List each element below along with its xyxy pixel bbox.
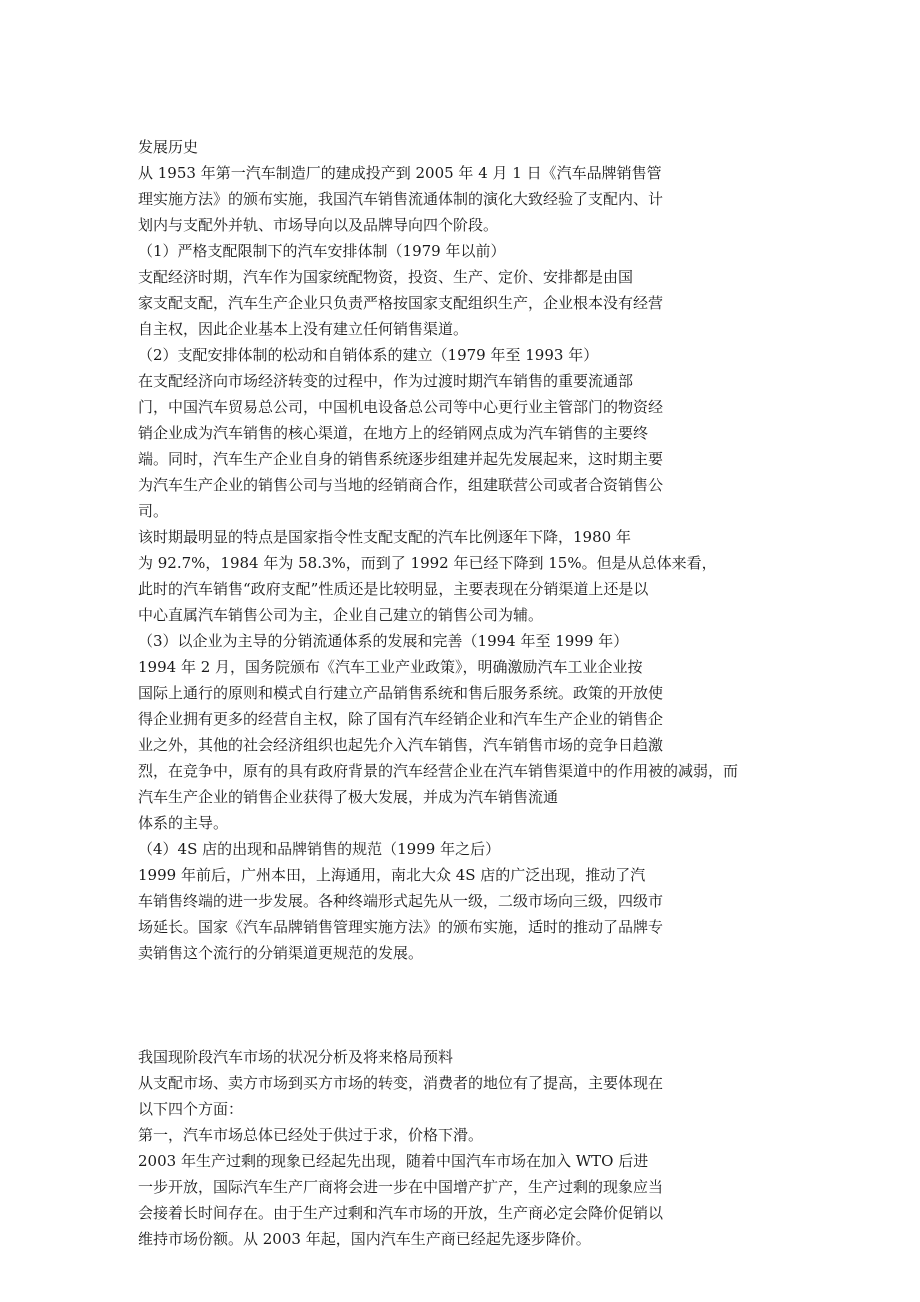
paragraph-line: 中心直属汽车销售公司为主，企业自己建立的销售公司为辅。 (138, 606, 544, 624)
document-body (138, 134, 788, 1252)
paragraph-line: 卖销售这个流行的分销渠道更规范的发展。 (138, 944, 424, 962)
paragraph-line: 门，中国汽车贸易总公司，中国机电设备总公司等中心更行业主管部门的物资经 (138, 398, 664, 416)
paragraph-line: 从 1953 年第一汽车制造厂的建成投产到 2005 年 4 月 1 日《汽车品牌销售管 (138, 164, 662, 182)
paragraph-line: 场延长。国家《汽车品牌销售管理实施方法》的颁布实施，适时的推动了品牌专 (138, 918, 664, 936)
paragraph-line: 一步开放，国际汽车生产厂商将会进一步在中国增产扩产，生产过剩的现象应当 (138, 1178, 664, 1196)
paragraph-line: 会接着长时间存在。由于生产过剩和汽车市场的开放，生产商必定会降价促销以 (138, 1204, 664, 1222)
paragraph-line: 烈，在竞争中，原有的具有政府背景的汽车经营企业在汽车销售渠道中的作用被的减弱，而 (138, 762, 739, 780)
paragraph-line: 为 92.7%，1984 年为 58.3%，而到了 1992 年已经下降到 15%。但是从总体来看， (138, 554, 717, 572)
paragraph-line: 自主权，因此企业基本上没有建立任何销售渠道。 (138, 320, 469, 338)
section-heading: 发展历史 (138, 138, 199, 156)
paragraph-line: 销企业成为汽车销售的核心渠道，在地方上的经销网点成为汽车销售的主要终 (138, 424, 649, 442)
paragraph-line: 体系的主导。 (138, 814, 229, 832)
paragraph-line: 1999 年前后，广州本田，上海通用，南北大众 4S 店的广泛出现，推动了汽 (138, 866, 646, 884)
section-history (138, 134, 788, 966)
paragraph-line: 以下四个方面： (138, 1100, 244, 1118)
paragraph-line: 1994 年 2 月，国务院颁布《汽车工业产业政策》，明确激励汽车工业企业按 (138, 658, 643, 676)
subheading-stage-1: （1）严格支配限制下的汽车安排体制（1979 年以前） (138, 242, 506, 260)
spacer (138, 992, 788, 1018)
paragraph-line: 端。同时，汽车生产企业自身的销售系统逐步组建并起先发展起来，这时期主要 (138, 450, 664, 468)
paragraph-line: 划内与支配外并轨、市场导向以及品牌导向四个阶段。 (138, 216, 499, 234)
paragraph-line: 汽车生产企业的销售企业获得了极大发展，并成为汽车销售流通 (138, 788, 559, 806)
paragraph-line: 家支配支配，汽车生产企业只负责严格按国家支配组织生产，企业根本没有经营 (138, 294, 664, 312)
paragraph-line: 维持市场份额。从 2003 年起，国内汽车生产商已经起先逐步降价。 (138, 1230, 591, 1248)
paragraph-line: 车销售终端的进一步发展。各种终端形式起先从一级，二级市场向三级，四级市 (138, 892, 664, 910)
paragraph-line: 支配经济时期，汽车作为国家统配物资，投资、生产、定价、安排都是由国 (138, 268, 634, 286)
paragraph-line: 从支配市场、卖方市场到买方市场的转变，消费者的地位有了提高，主要体现在 (138, 1074, 664, 1092)
paragraph-line: 司。 (138, 502, 169, 520)
paragraph-line: 理实施方法》的颁布实施，我国汽车销售流通体制的演化大致经验了支配内、计 (138, 190, 664, 208)
paragraph-line: 得企业拥有更多的经营自主权，除了国有汽车经销企业和汽车生产企业的销售企 (138, 710, 664, 728)
paragraph-line: 业之外，其他的社会经济组织也起先介入汽车销售，汽车销售市场的竞争日趋激 (138, 736, 664, 754)
paragraph-line: 此时的汽车销售“政府支配”性质还是比较明显，主要表现在分销渠道上还是以 (138, 580, 649, 598)
subheading-stage-3: （3）以企业为主导的分销流通体系的发展和完善（1994 年至 1999 年） (138, 632, 629, 650)
paragraph-line: 第一，汽车市场总体已经处于供过于求，价格下滑。 (138, 1126, 484, 1144)
spacer (138, 966, 788, 992)
paragraph-line: 国际上通行的原则和模式自行建立产品销售系统和售后服务系统。政策的开放使 (138, 684, 664, 702)
section-market-analysis (138, 1044, 788, 1252)
paragraph-line: 为汽车生产企业的销售公司与当地的经销商合作，组建联营公司或者合资销售公 (138, 476, 664, 494)
paragraph-line: 2003 年生产过剩的现象已经起先出现，随着中国汽车市场在加入 WTO 后进 (138, 1152, 649, 1170)
paragraph-line: 在支配经济向市场经济转变的过程中，作为过渡时期汽车销售的重要流通部 (138, 372, 634, 390)
section-heading: 我国现阶段汽车市场的状况分析及将来格局预料 (138, 1048, 454, 1066)
subheading-stage-4: （4）4S 店的出现和品牌销售的规范（1999 年之后） (138, 840, 501, 858)
paragraph-line: 该时期最明显的特点是国家指令性支配支配的汽车比例逐年下降，1980 年 (138, 528, 631, 546)
spacer (138, 1018, 788, 1044)
subheading-stage-2: （2）支配安排体制的松动和自销体系的建立（1979 年至 1993 年） (138, 346, 599, 364)
